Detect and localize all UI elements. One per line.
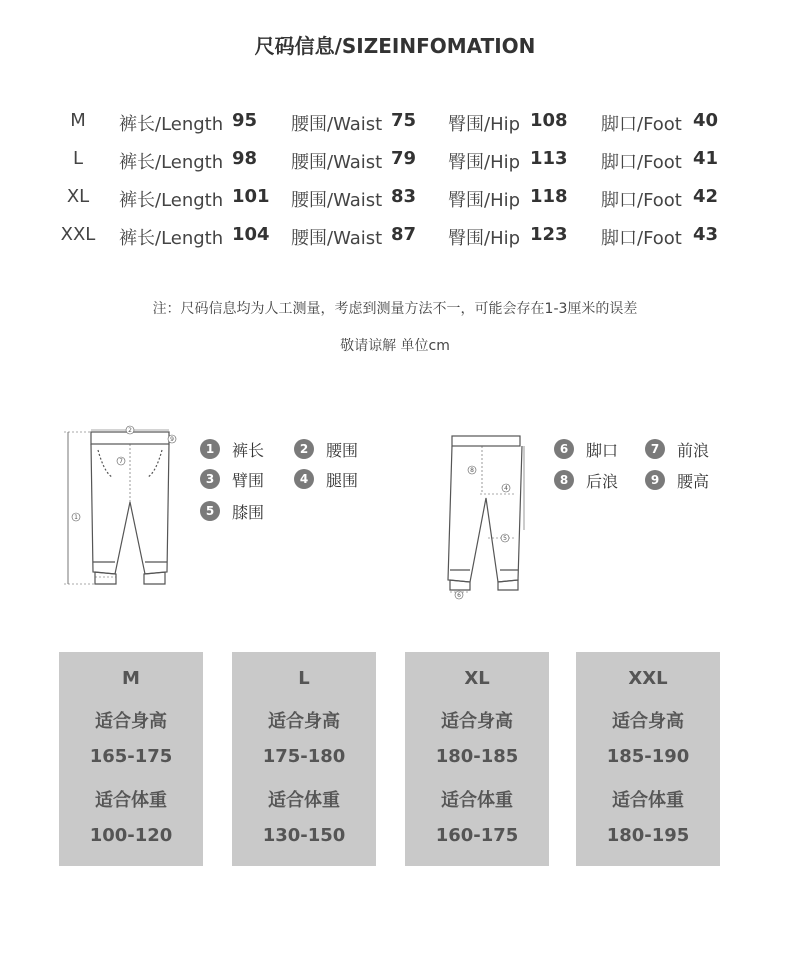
size-label: XXL xyxy=(60,224,96,245)
size-card xyxy=(232,652,376,866)
card-weight-value: 130-150 xyxy=(262,825,346,846)
hip-label: 臀围/Hip xyxy=(448,114,521,135)
length-label: 裤长/Length xyxy=(119,114,224,135)
hip-value: 123 xyxy=(530,224,568,245)
card-size: L xyxy=(298,668,310,689)
legend-item xyxy=(294,468,358,490)
foot-value: 43 xyxy=(693,224,719,245)
card-height-label: 适合身高 xyxy=(441,711,513,732)
card-size: M xyxy=(122,668,140,689)
svg-text:5: 5 xyxy=(503,535,507,542)
hip-value: 108 xyxy=(530,110,568,131)
card-size: XL xyxy=(464,668,490,689)
hip-value: 113 xyxy=(530,148,568,169)
foot-value: 40 xyxy=(693,110,719,131)
card-weight-value: 160-175 xyxy=(435,825,519,846)
foot-label: 脚口/Foot xyxy=(601,190,682,211)
hip-label: 臀围/Hip xyxy=(448,228,521,249)
length-label: 裤长/Length xyxy=(119,152,224,173)
waist-value: 75 xyxy=(391,110,417,131)
legend-item xyxy=(645,469,709,491)
svg-text:9: 9 xyxy=(170,436,174,443)
legend-label: 膝围 xyxy=(232,502,265,522)
card-weight-label: 适合体重 xyxy=(441,790,513,811)
size-card xyxy=(576,652,720,866)
foot-label: 脚口/Foot xyxy=(601,152,682,173)
size-label: L xyxy=(72,148,84,169)
card-weight-label: 适合体重 xyxy=(268,790,340,811)
card-height-value: 165-175 xyxy=(89,746,173,767)
legend-label: 腰高 xyxy=(677,471,710,491)
waist-label: 腰围/Waist xyxy=(291,190,383,211)
svg-text:6: 6 xyxy=(457,592,461,599)
legend-label: 臂围 xyxy=(232,470,265,490)
foot-label: 脚口/Foot xyxy=(601,114,682,135)
size-row xyxy=(0,148,790,178)
size-row xyxy=(0,224,790,254)
legend-number: 2 xyxy=(294,439,314,459)
card-height-value: 180-185 xyxy=(435,746,519,767)
legend-label: 后浪 xyxy=(586,471,619,491)
size-label: XL xyxy=(66,186,90,207)
unit-note: 敬请谅解 单位cm xyxy=(340,338,450,354)
legend-item xyxy=(200,500,264,522)
card-height-value: 185-190 xyxy=(606,746,690,767)
length-value: 101 xyxy=(232,186,270,207)
card-size: XXL xyxy=(628,668,668,689)
page-title: 尺码信息/SIZEINFOMATION xyxy=(254,34,536,58)
legend-label: 腰围 xyxy=(326,440,359,460)
legend-number: 8 xyxy=(554,470,574,490)
waist-value: 87 xyxy=(391,224,417,245)
legend-number: 6 xyxy=(554,439,574,459)
measurement-note: 注：尺码信息均为人工测量，考虑到测量方法不一，可能会存在1-3厘米的误差 xyxy=(152,301,638,317)
length-label: 裤长/Length xyxy=(119,190,224,211)
legend-item xyxy=(200,468,264,490)
hip-label: 臀围/Hip xyxy=(448,190,521,211)
card-weight-value: 180-195 xyxy=(606,825,690,846)
hip-value: 118 xyxy=(530,186,568,207)
card-height-label: 适合身高 xyxy=(268,711,340,732)
length-value: 95 xyxy=(232,110,258,131)
waist-label: 腰围/Waist xyxy=(291,114,383,135)
legend-label: 腿围 xyxy=(326,470,359,490)
legend-item xyxy=(554,469,618,491)
legend-label: 脚口 xyxy=(586,440,619,460)
svg-text:8: 8 xyxy=(470,467,474,474)
legend-item xyxy=(645,438,709,460)
legend-item xyxy=(554,438,618,460)
legend-number: 4 xyxy=(294,469,314,489)
legend-number: 5 xyxy=(200,501,220,521)
svg-text:7: 7 xyxy=(119,458,123,465)
size-row xyxy=(0,186,790,216)
legend-label: 裤长 xyxy=(232,440,265,460)
legend-label: 前浪 xyxy=(677,440,710,460)
legend-item xyxy=(294,438,358,460)
legend-number: 3 xyxy=(200,469,220,489)
legend-number: 1 xyxy=(200,439,220,459)
foot-label: 脚口/Foot xyxy=(601,228,682,249)
foot-value: 41 xyxy=(693,148,719,169)
card-height-label: 适合身高 xyxy=(95,711,167,732)
waist-value: 79 xyxy=(391,148,417,169)
svg-text:4: 4 xyxy=(504,485,508,492)
foot-value: 42 xyxy=(693,186,719,207)
card-height-value: 175-180 xyxy=(262,746,346,767)
size-card xyxy=(405,652,549,866)
svg-text:1: 1 xyxy=(74,514,78,521)
card-weight-label: 适合体重 xyxy=(612,790,684,811)
card-weight-value: 100-120 xyxy=(89,825,173,846)
hip-label: 臀围/Hip xyxy=(448,152,521,173)
length-value: 104 xyxy=(232,224,270,245)
size-row xyxy=(0,110,790,140)
length-value: 98 xyxy=(232,148,258,169)
size-label: M xyxy=(70,110,86,131)
legend-number: 7 xyxy=(645,439,665,459)
pants-back-diagram xyxy=(438,430,538,602)
length-label: 裤长/Length xyxy=(119,228,224,249)
card-height-label: 适合身高 xyxy=(612,711,684,732)
waist-label: 腰围/Waist xyxy=(291,152,383,173)
svg-text:2: 2 xyxy=(128,427,132,434)
legend-item xyxy=(200,438,264,460)
waist-label: 腰围/Waist xyxy=(291,228,383,249)
legend-number: 9 xyxy=(645,470,665,490)
size-card xyxy=(59,652,203,866)
pants-front-diagram xyxy=(60,422,185,592)
card-weight-label: 适合体重 xyxy=(95,790,167,811)
waist-value: 83 xyxy=(391,186,417,207)
